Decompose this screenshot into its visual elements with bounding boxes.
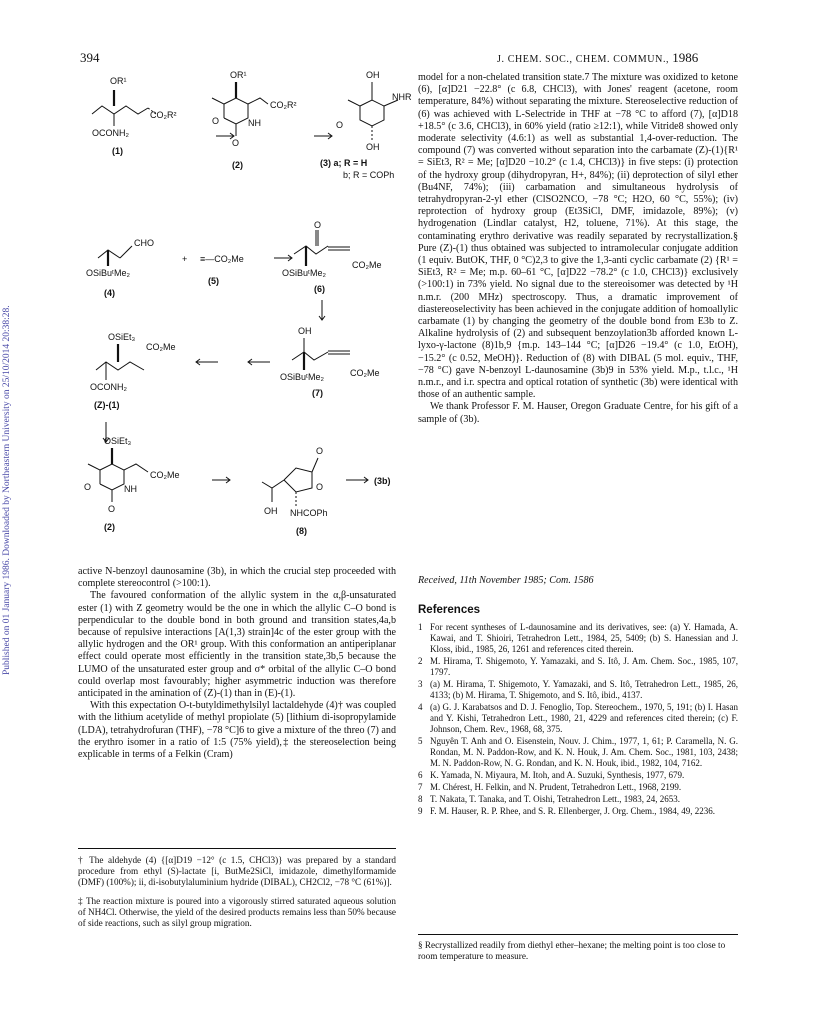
frag-oh-8: OH xyxy=(264,506,278,516)
footnote-dagger: † The aldehyde (4) {[α]D19 −12° (c 1.5, CHCl3)} was prepared by a standard procedure from ethyl (S)-lactate [i, ButMe2SiCl, imidazole, dimethylformamide (DMF) (100%); ii, di-isobutylaluminium hydride (DIBAL), CH2Cl2, −78 °C (61%)]. xyxy=(78,855,396,887)
reference-text: For recent syntheses of L-daunosamine and its derivatives, see: (a) Y. Hamada, A. Kawai, and T. Shioiri, Tetrahedron Lett., 1984, 25, 5409; (b) S. Hanessian and J. Kloss, ibid., 1985, 26, 1261 and references cited therein. xyxy=(430,622,738,654)
frag-nh: NH xyxy=(248,118,261,128)
reference-number: 4 xyxy=(418,702,423,712)
right-paragraph-2: We thank Professor F. M. Hauser, Oregon Graduate Centre, for his gift of a sample of (3b). xyxy=(418,401,738,425)
frag-alkyne: ≡—CO₂Me xyxy=(200,254,244,264)
reaction-scheme xyxy=(84,70,414,545)
label-compound-z1: (Z)-(1) xyxy=(94,400,120,410)
frag-o-8: O xyxy=(316,446,324,456)
reference-text: M. Chérest, H. Felkin, and N. Prudent, Tetrahedron Lett., 1968, 2199. xyxy=(430,782,682,792)
reference-item xyxy=(418,622,738,655)
right-paragraph-1: model for a non-chelated transition state.7 The mixture was oxidized to ketone (6), [α]D21 −22.8° (c 6.8, CHCl3), with Jones' reagent (acetone, room temperature, 84%) without separating the mixture. Stereoselective reduction of (6) was achieved with L-Selectride in THF at −78 °C to afford (7), [α]D18 +18.5° (c 3.6, CHCl3), in 60% yield (ratio ≥12:1), while Vitride8 showed only moderate selectivity (4.6:1) as well as substantial 1,4-over-reduction. The compound (7) was converted without separation into the carbamate (Z)-(1){R¹ = SiEt3, R² = Me; [α]D20 −10.2° (c 1.4, CHCl3)} in five steps: (i) protection of the hydroxy group (dihydropyran, H+, 84%); (ii) deprotection of silyl ether (Bu4NF, 74%); (iii) carbamation and simultaneous hydrolysis of tetrahydropyran-2-yl ether (ClSO2NCO, −78 °C; H2O, 60 °C, 55%); (iv) reprotection of hydroxy group (Et3SiCl, DMF, imidazole, 89%); (v) hydrogenation (Lindlar catalyst, H2, toluene, 71%). At this stage, the contaminating erythro derivative was readily separated by recrystallization.§ Pure (Z)-(1) thus obtained was subjected to intramolecular conjugate addition (1 equiv. ButOK, THF, 0 °C)2,3 to give the 1,3-anti cyclic carbamate (2) {R¹ = SiEt3, R² = Me; m.p. 60–61 °C, [α]D22 −78.2° (c 1.0, CHCl3)} exclusively (>100:1) in 73% yield. No signal due to the stereoisomer was detected by ¹H n.m.r. (200 MHz) spectroscopy. Thus, a dramatic improvement of diastereoselectivity has been achieved in the conjugate addition of homoallylic carbamate (1) by changing the geometry of the double bond from E3b to Z. Alkaline hydrolysis of (2) and subsequent benzoylation3b afforded known L-lyxo-γ-lactone (8)1b,9 {m.p. 143–144 °C; [α]D26 −19.4° (c 1.0, EtOH), −15.2° (c 0.52, MeOH)}. Reduction of (8) with DIBAL (5 mol. equiv., THF, −78 °C) gave N-benzoyl L-daunosamine (3b)9 in 53% yield. M.p., t.l.c., ¹H n.m.r., and i.r. spectra and optical rotation of synthetic (3b) were identical with those of an authentic sample. xyxy=(418,72,738,401)
footnote-section: § Recrystallized readily from diethyl ether–hexane; the melting point is too close to room temperature to measure. xyxy=(418,940,726,961)
frag-oconh2: OCONH₂ xyxy=(92,128,129,138)
journal-year: 1986 xyxy=(672,50,699,65)
label-compound-5: (5) xyxy=(208,276,219,286)
journal-name: J. CHEM. SOC., CHEM. COMMUN., xyxy=(497,54,670,65)
page-number: 394 xyxy=(80,50,100,65)
reference-item xyxy=(418,736,738,769)
left-column-text xyxy=(78,566,396,761)
reference-item xyxy=(418,770,738,781)
label-compound-8: (8) xyxy=(296,526,307,536)
reference-text: Nguyên T. Anh and O. Eisenstein, Nouv. J. Chim., 1977, 1, 61; P. Caramella, N. G. Rondan, M. N. Paddon-Row, and K. N. Houk, J. Am. Chem. Soc., 1981, 103, 2438; M. N. Paddon-Row, N. G. Rondan, and K. N. Houk, ibid., 1982, 104, 7162. xyxy=(430,736,738,768)
frag-nhr: NHR xyxy=(392,92,412,102)
reference-item xyxy=(418,702,738,735)
frag-co2me-2: CO₂Me xyxy=(150,470,180,480)
left-paragraph-2: The favoured conformation of the allylic system in the α,β-unsaturated ester (1) with Z geometry would be the one in which the allylic C–O bond is perpendicular to the double bond in both ground and transition states,4a,b because of repulsive interactions [A(1,3) strain]4c of the ester group with the allylic hydrogen and the OR¹ group. With this conformation an antiperiplanar effect could operate most efficiently in the transition state,3b,5 because the LUMO of the unsaturated ester group and σ* orbital of the allylic C–O bond could overlap most favourably; higher asymmetric induction was therefore anticipated in the amination of (Z)-(1) than in (E)-(1). xyxy=(78,590,396,700)
frag-otbs-6: OSiBuᵗMe₂ xyxy=(282,268,326,278)
frag-oh-7: OH xyxy=(298,326,312,336)
reference-text: (a) M. Hirama, T. Shigemoto, Y. Yamazaki, and S. Itô, Tetrahedron Lett., 1985, 26, 4133; (b) M. Hirama, T. Shigemoto, and S. Itô, ibid., 4137. xyxy=(430,679,738,700)
frag-osiet3: OSiEt₃ xyxy=(108,332,136,342)
frag-osiet3-2: OSiEt₃ xyxy=(104,436,132,446)
frag-nhcoph: NHCOPh xyxy=(290,508,328,518)
reference-number: 9 xyxy=(418,806,423,816)
left-paragraph-1: active N-benzoyl daunosamine (3b), in which the crucial step proceeded with complete stereocontrol (>100:1). xyxy=(78,566,396,590)
reference-item xyxy=(418,794,738,805)
label-compound-4: (4) xyxy=(104,288,115,298)
reference-number: 6 xyxy=(418,770,423,780)
frag-or1: OR¹ xyxy=(110,76,127,86)
download-watermark[interactable]: Published on 01 January 1986. Downloaded by Northeastern University on 25/10/2014 20:38:28. xyxy=(2,305,12,675)
reference-number: 7 xyxy=(418,782,423,792)
label-compound-3b-arrow: (3b) xyxy=(374,476,391,486)
frag-o-2b-carbonyl: O xyxy=(108,504,116,514)
reference-number: 3 xyxy=(418,679,423,689)
reference-text: M. Hirama, T. Shigemoto, Y. Yamazaki, and S. Itô, J. Am. Chem. Soc., 1985, 107, 1797. xyxy=(430,656,738,677)
footnotes-left xyxy=(78,855,396,937)
frag-o-8-ring: O xyxy=(316,482,324,492)
reference-number: 2 xyxy=(418,656,423,666)
label-compound-3a: (3) a; R = H xyxy=(320,158,368,168)
frag-cho: CHO xyxy=(134,238,154,248)
frag-co2r2: CO₂R² xyxy=(150,110,177,120)
footnote-rule-right xyxy=(418,934,738,935)
reference-item xyxy=(418,806,738,817)
label-compound-2b: (2) xyxy=(104,522,115,532)
frag-otbs-7: OSiBuᵗMe₂ xyxy=(280,372,324,382)
label-compound-6: (6) xyxy=(314,284,325,294)
frag-co2r2-2: CO₂R² xyxy=(270,100,297,110)
reference-text: K. Yamada, N. Miyaura, M. Itoh, and A. Suzuki, Synthesis, 1977, 679. xyxy=(430,770,685,780)
footnote-rule-left xyxy=(78,848,396,849)
scheme-drawing xyxy=(84,70,414,545)
label-compound-1: (1) xyxy=(112,146,123,156)
frag-oh-3: OH xyxy=(366,142,380,152)
left-paragraph-3: With this expectation O-t-butyldimethylsilyl lactaldehyde (4)† was coupled with the lithium acetylide of methyl propiolate (5) [lithium di-isopropylamide (LDA), tetrahydrofuran (THF), −78 °C]6 to give a mixture of the threo (7) and the erythro isomer in a ratio of 1:5 (75% yield),‡ the stereoselection being explicable in terms of a Felkin (Cram) xyxy=(78,700,396,761)
frag-o-2b: O xyxy=(84,482,92,492)
reference-item xyxy=(418,782,738,793)
reference-number: 5 xyxy=(418,736,423,746)
label-compound-2: (2) xyxy=(232,160,243,170)
frag-o-carbonyl: O xyxy=(232,138,240,148)
frag-plus: + xyxy=(182,254,188,264)
frag-nh-2b: NH xyxy=(124,484,137,494)
reference-number: 8 xyxy=(418,794,423,804)
frag-co2me-7: CO₂Me xyxy=(350,368,380,378)
frag-or1-2: OR¹ xyxy=(230,70,247,80)
label-compound-3b: b; R = COPh xyxy=(343,170,395,180)
running-header xyxy=(497,50,698,66)
reference-text: T. Nakata, T. Tanaka, and T. Oishi, Tetrahedron Lett., 1983, 24, 2653. xyxy=(430,794,681,804)
right-column-text xyxy=(418,72,738,426)
received-date: Received, 11th November 1985; Com. 1586 xyxy=(418,575,594,586)
frag-o-6: O xyxy=(314,220,322,230)
label-compound-7: (7) xyxy=(312,388,323,398)
references-list xyxy=(418,622,738,818)
frag-oh: OH xyxy=(366,70,380,80)
frag-otbs-4: OSiBuᵗMe₂ xyxy=(86,268,130,278)
frag-o-ring: O xyxy=(212,116,220,126)
reference-item xyxy=(418,679,738,701)
frag-o-3: O xyxy=(336,120,344,130)
frag-oconh2-z1: OCONH₂ xyxy=(90,382,127,392)
reference-number: 1 xyxy=(418,622,423,632)
footnote-double-dagger: ‡ The reaction mixture is poured into a vigorously stirred saturated aqueous solution of NH4Cl. Otherwise, the yield of the desired products remains less than 50% because of side reactions, such as silyl group migration. xyxy=(78,896,396,928)
frag-co2me-z1: CO₂Me xyxy=(146,342,176,352)
reference-text: (a) G. J. Karabatsos and D. J. Fenoglio, Top. Stereochem., 1970, 5, 191; (b) I. Hasan and Y. Kishi, Tetrahedron Lett., 1980, 21, 4229 and references cited therein; (c) F. Johnson, Chem. Rev., 1968, 68, 375. xyxy=(430,702,738,734)
frag-co2me-6: CO₂Me xyxy=(352,260,382,270)
reference-item xyxy=(418,656,738,678)
reference-text: F. M. Hauser, R. P. Rhee, and S. R. Ellenberger, J. Org. Chem., 1984, 49, 2236. xyxy=(430,806,715,816)
references-heading: References xyxy=(418,604,481,616)
